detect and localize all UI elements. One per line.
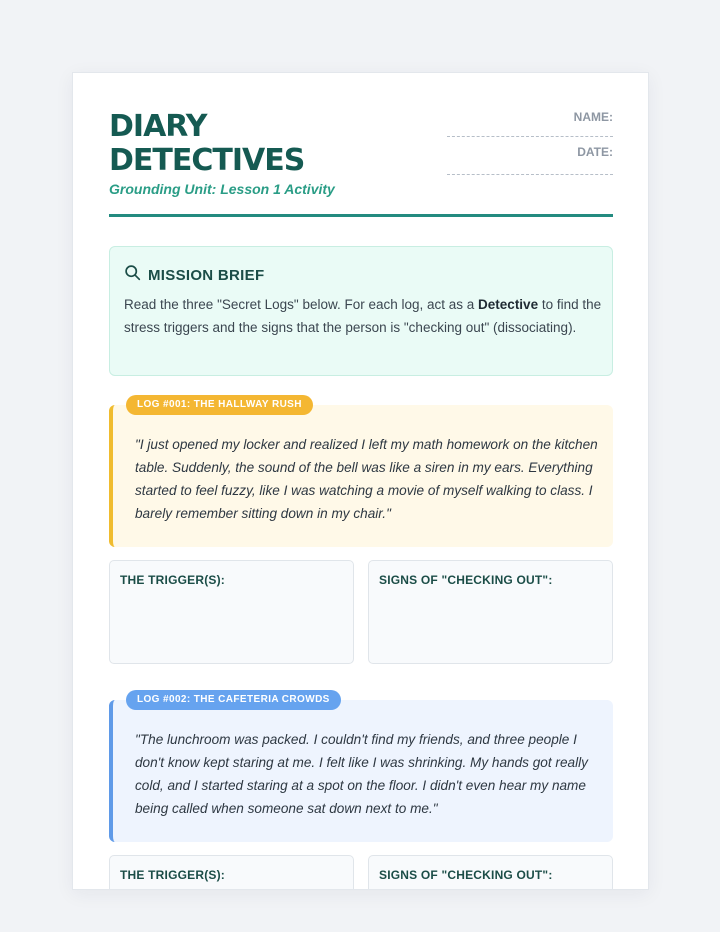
mission-brief-title: MISSION BRIEF: [148, 266, 265, 284]
log-001-text: "I just opened my locker and realized I left my math homework on the kitchen table. Suddenly, the sound of the bell was like a siren in my ears. Everything started to feel fuzzy, like I was watching a movie of myself walking to class. I barely remember sitting down in my chair.": [135, 437, 598, 521]
log-002-tag: LOG #002: THE CAFETERIA CROWDS: [126, 690, 341, 710]
name-label: NAME:: [573, 110, 613, 124]
mission-text-bold: Detective: [478, 297, 539, 312]
mission-text-part-1: Read the three "Secret Logs" below. For each log, act as a: [124, 297, 479, 312]
header-divider: [109, 214, 613, 217]
name-blank-line[interactable]: [447, 136, 613, 137]
date-label: DATE:: [577, 145, 613, 159]
page-title-line-2: DETECTIVES: [109, 143, 305, 178]
log-002-trigger-box[interactable]: [109, 855, 354, 890]
log-card-002: [109, 700, 613, 842]
log-002-text: "The lunchroom was packed. I couldn't find my friends, and three people I don't know kept staring at me. I felt like I was shrinking. My hands got really cold, and I started staring at a spot on the floor. I didn't even hear my name being called when someone sat down next to me.": [135, 732, 588, 816]
log-001-trigger-box[interactable]: [109, 560, 354, 664]
log-001-signs-box[interactable]: [368, 560, 613, 664]
log-002-trigger-label: THE TRIGGER(S):: [120, 868, 225, 882]
mission-brief-panel: [109, 246, 613, 376]
search-icon: [124, 264, 141, 286]
log-001-tag: LOG #001: THE HALLWAY RUSH: [126, 395, 313, 415]
mission-text-part-2: to find the stress triggers and the signs that the person is "checking out" (dissociating).: [124, 297, 602, 335]
log-card-001: [109, 405, 613, 547]
page-title-line-1: DIARY: [109, 109, 207, 144]
mission-brief-header: [124, 264, 264, 286]
log-002-signs-box[interactable]: [368, 855, 613, 890]
worksheet-page: [72, 72, 649, 890]
log-001-signs-label: SIGNS OF "CHECKING OUT":: [379, 573, 553, 587]
log-002-signs-label: SIGNS OF "CHECKING OUT":: [379, 868, 553, 882]
date-blank-line[interactable]: [447, 174, 613, 175]
page-subtitle: Grounding Unit: Lesson 1 Activity: [109, 181, 335, 197]
mission-brief-text: [124, 293, 604, 339]
log-001-trigger-label: THE TRIGGER(S):: [120, 573, 225, 587]
